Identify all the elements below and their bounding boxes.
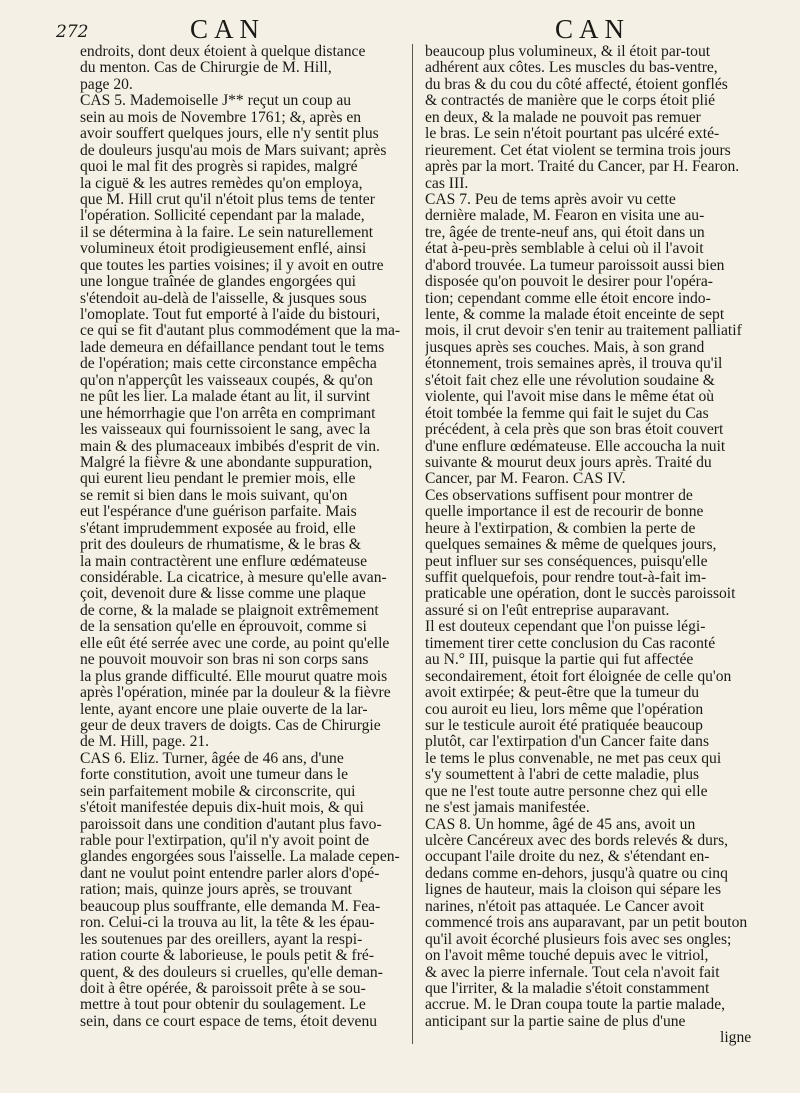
text-line: s'étoit manifestée depuis dix-huit mois, & qui: [80, 799, 364, 817]
text-line: adhérent aux côtes. Les muscles du bas-ventre,: [425, 59, 718, 77]
text-line: suivante & mourut deux jours après. Traité du: [425, 453, 712, 471]
text-line: ligne: [720, 1029, 752, 1047]
text-line: beaucoup plus volumineux, & il étoit par-tout: [425, 44, 711, 60]
text-line: lente, ayant encore une plaie ouverte de la lar-: [80, 700, 368, 718]
text-line: çoit, devenoit dure & lisse comme une plaque: [80, 585, 366, 603]
text-line: Malgré la fièvre & une abondante suppuration,: [80, 453, 373, 471]
text-line: les vaisseaux qui fournissoient le sang, avec la: [80, 421, 371, 439]
running-head-left: CAN: [190, 14, 266, 44]
text-line: de l'opération; mais cette circonstance empêcha: [80, 355, 377, 373]
text-line: beaucoup plus souffrante, elle demanda M. Fea-: [80, 897, 381, 915]
text-line: sein au mois de Novembre 1761; &, après en: [80, 108, 362, 126]
text-line: étonnement, trois semaines après, il trouva qu'il: [425, 355, 723, 373]
text-line: plutôt, car l'extirpation d'un Cancer faite dans: [425, 733, 710, 751]
text-line: accrue. M. le Dran coupa toute la partie malade,: [425, 996, 726, 1014]
text-line: cou auroit eu lieu, lors même que l'opération: [425, 700, 704, 718]
text-line: quelle importance il est de recourir de bonne: [425, 503, 704, 521]
page-header: [0, 12, 800, 48]
text-line: considérable. La cicatrice, à mesure qu'elle avan-: [80, 569, 387, 586]
text-line: disposée qu'on pouvoit le desirer pour l'opéra-: [425, 273, 713, 291]
text-line: violente, qui l'avoit mise dans le même état où: [425, 388, 715, 406]
text-line: que toutes les parties voisines; il y avoit en outre: [80, 256, 384, 274]
text-line: ration; mais, quinze jours après, se trouvant: [80, 881, 352, 899]
page-number: 272: [56, 22, 89, 42]
text-line: jusques après ses couches. Mais, à son grand: [425, 338, 705, 356]
text-line: s'étant imprudemment exposée au froid, elle: [80, 519, 356, 537]
text-line: dernière malade, M. Fearon en visita une au-: [425, 207, 705, 225]
text-line: l'omoplate. Tout fut emporté à l'aide du bistouri,: [80, 306, 381, 323]
text-line: en deux, & la malade ne pouvoit pas remuer: [425, 108, 701, 126]
text-line: état à-peu-près semblable à celui où il l'avoit: [425, 240, 704, 258]
text-line: du bras & du cou du côté affecté, étoient gonflés: [425, 75, 728, 93]
text-line: paroissoit dans une condition d'autant plus favo-: [80, 815, 382, 833]
text-line: une longue traînée de glandes engorgées qui: [80, 273, 356, 291]
text-line: cas III.: [425, 174, 469, 192]
text-line: elle eût été serrée avec une corde, au point qu'elle: [80, 634, 390, 652]
text-line: occupant l'aile droite du nez, & s'étendant en-: [425, 848, 710, 866]
text-line: quoi le mal fit des progrès si rapides, malgré: [80, 158, 358, 176]
text-line: ne pût les lier. La malade étant au lit, il survint: [80, 388, 371, 406]
text-line: doit à être opérée, & paroissoit prête à se sou-: [80, 979, 366, 997]
text-line: ration courte & laborieuse, le pouls petit & fré-: [80, 947, 375, 965]
text-line: anticipant sur la partie saine de plus d'une: [425, 1012, 686, 1030]
text-line: CAS 5. Mademoiselle J** reçut un coup au: [80, 92, 352, 110]
text-line: sur le testicule auroit été pratiquée beaucoup: [425, 716, 703, 734]
text-line: page 20.: [80, 75, 133, 93]
text-line: d'abord trouvée. La tumeur paroissoit aussi bien: [425, 256, 725, 274]
text-line: avoir souffert quelques jours, elle n'y sentit plus: [80, 125, 379, 143]
text-line: mettre à tout pour obtenir du soulagement. Le: [80, 996, 366, 1014]
text-line: se remit si bien dans le mois suivant, qu'on: [80, 486, 348, 504]
text-line: le tems le plus convenable, ne met pas ceux qui: [425, 749, 722, 767]
text-line: geur de deux travers de doigts. Cas de Chirurgie: [80, 716, 381, 734]
text-line: précédent, à cela près que son bras étoit couvert: [425, 421, 724, 439]
text-line: suffit quelquefois, pour rendre tout-à-fait im-: [425, 569, 707, 586]
text-line: une hémorrhagie que l'on arrêta en comprimant: [80, 404, 376, 422]
text-line: main & des plumaceaux imbibés d'esprit de vin.: [80, 437, 380, 455]
text-line: l'opération. Sollicité cependant par la malade,: [80, 207, 365, 225]
text-line: ne s'est jamais manifestée.: [425, 799, 590, 817]
text-line: dant ne voulut point entendre parler alors d'opé-: [80, 864, 380, 882]
text-line: lade demeura en défaillance pendant tout le tems: [80, 338, 385, 356]
text-line: d'une enflure œdémateuse. Elle accoucha la nuit: [425, 437, 726, 455]
text-line: s'étoit fait chez elle une révolution soudaine &: [425, 371, 715, 389]
text-line: narines, n'étoit pas attaquée. Le Cancer avoit: [425, 897, 705, 915]
text-line: il se détermina à la faire. Le sein naturellement: [80, 223, 374, 241]
text-line: au N.° III, puisque la partie qui fut affectée: [425, 651, 694, 669]
text-line: endroits, dont deux étoient à quelque distance: [80, 44, 366, 60]
text-line: mois, il crut devoir s'en tenir au traitement palliatif: [425, 322, 742, 340]
text-line: timement tirer cette conclusion du Cas raconté: [425, 634, 716, 652]
text-line: la plus grande difficulté. Elle mourut quatre mois: [80, 667, 388, 685]
text-line: CAS 7. Peu de tems après avoir vu cette: [425, 190, 676, 208]
text-line: commencé trois ans auparavant, par un petit bouton: [425, 914, 748, 932]
text-line: les soutenues par des oreillers, ayant la respi-: [80, 930, 363, 948]
running-head-right: CAN: [555, 14, 631, 44]
text-line: on l'avoit même touché depuis avec le vitriol,: [425, 947, 709, 965]
text-line: ron. Celui-ci la trouva au lit, la tête & les épau-: [80, 914, 375, 932]
text-line: & contractés de manière que le corps étoit plié: [425, 92, 716, 110]
text-line: après par la mort. Traité du Cancer, par H. Fearon.: [425, 158, 740, 176]
left-text-column: [80, 44, 400, 1084]
text-line: dedans comme en-dehors, jusqu'à quatre ou cinq: [425, 864, 728, 882]
text-line: le bras. Le sein n'étoit pourtant pas ulcéré exté-: [425, 125, 720, 143]
text-line: rable pour l'extirpation, qu'il n'y avoit point de: [80, 832, 370, 849]
text-line: que l'irriter, & la maladie s'étoit constamment: [425, 979, 710, 997]
text-line: après l'opération, minée par la douleur & la fièvre: [80, 684, 391, 702]
text-line: s'étendoit au-delà de l'aisselle, & jusques sous: [80, 289, 367, 307]
text-line: forte constitution, avoit une tumeur dans le: [80, 766, 349, 784]
text-line: la ciguë & les autres remèdes qu'on employa,: [80, 174, 363, 192]
text-line: que M. Hill crut qu'il n'étoit plus tems de tenter: [80, 190, 375, 208]
text-line: de la sensation qu'elle en éprouvoit, comme si: [80, 618, 367, 636]
text-line: quelques semaines & même de quelques jours,: [425, 536, 717, 554]
text-line: lente, & comme la malade étoit enceinte de sept: [425, 306, 725, 323]
text-line: peut influer sur ses conséquences, puisqu'elle: [425, 552, 708, 570]
text-line: ce qui se fit d'autant plus commodément que la ma-: [80, 322, 400, 340]
text-line: CAS 8. Un homme, âgé de 45 ans, avoit un: [425, 815, 696, 833]
text-line: volumineux étoit prodigieusement enflé, ainsi: [80, 240, 367, 258]
text-line: heure à l'extirpation, & combien la perte de: [425, 519, 696, 537]
text-line: tre, âgée de trente-neuf ans, qui étoit dans un: [425, 223, 705, 241]
text-line: du menton. Cas de Chirurgie de M. Hill,: [80, 59, 332, 77]
column-divider: [412, 44, 413, 1044]
text-line: Ces observations suffisent pour montrer de: [425, 486, 693, 504]
text-line: tion; cependant comme elle étoit encore indo-: [425, 289, 711, 307]
text-line: étoit tombée la femme qui fait le sujet du Cas: [425, 404, 709, 422]
text-line: de corne, & la malade se plaignoit extrêmement: [80, 601, 379, 619]
text-line: lignes de hauteur, mais la cloison qui sépare les: [425, 881, 722, 899]
text-line: ne pouvoit mouvoir son bras ni son corps sans: [80, 651, 369, 669]
text-line: sein parfaitement mobile & circonscrite, qui: [80, 782, 356, 800]
text-line: la main contractèrent une enflure œdémateuse: [80, 552, 368, 570]
text-line: sein, dans ce court espace de tems, étoit devenu: [80, 1012, 378, 1030]
text-line: Cancer, par M. Fearon. CAS IV.: [425, 470, 626, 488]
text-line: Il est douteux cependant que l'on puisse légi-: [425, 618, 706, 636]
text-line: rieurement. Cet état violent se termina trois jours: [425, 141, 731, 159]
text-line: qu'on n'apperçût les vaisseaux coupés, & qu'on: [80, 371, 373, 389]
text-line: de douleurs jusqu'au mois de Mars suivant; après: [80, 141, 387, 159]
text-line: qu'il avoit écorché plusieurs fois avec ses ongles;: [425, 930, 732, 948]
text-line: ulcère Cancéreux avec des bords relevés & durs,: [425, 832, 729, 849]
text-line: quent, & des douleurs si cruelles, qu'elle deman-: [80, 963, 383, 981]
text-line: secondairement, étoit fort éloignée de celle qu'on: [425, 667, 732, 685]
text-line: assuré si on l'eût entreprise auparavant.: [425, 601, 670, 619]
text-line: & avec la pierre infernale. Tout cela n'avoit fait: [425, 963, 720, 981]
text-line: prit des douleurs de rhumatisme, & le bras &: [80, 536, 362, 554]
text-line: eut l'espérance d'une guérison parfaite. Mais: [80, 503, 357, 521]
text-line: qui eurent lieu pendant le premier mois, elle: [80, 470, 356, 488]
text-line: CAS 6. Eliz. Turner, âgée de 46 ans, d'une: [80, 749, 344, 767]
text-line: avoit extirpée; & peut-être que la tumeur du: [425, 684, 700, 702]
text-line: s'y soumettent à l'abri de cette maladie, plus: [425, 766, 700, 784]
text-line: de M. Hill, page. 21.: [80, 733, 210, 751]
right-text-column: [425, 44, 780, 1084]
text-line: que ne l'est toute autre personne chez qui elle: [425, 782, 708, 800]
text-line: glandes engorgées sous l'aisselle. La malade cepen-: [80, 848, 400, 866]
text-line: praticable une opération, dont le succès paroissoit: [425, 585, 736, 603]
